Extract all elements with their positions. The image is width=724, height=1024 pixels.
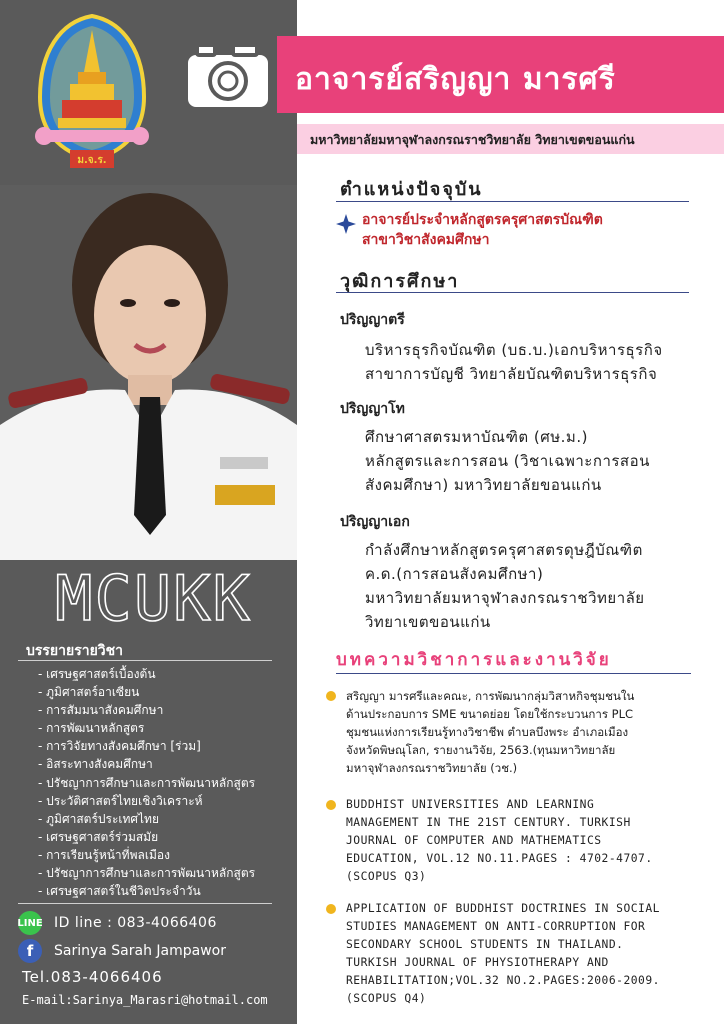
bullet-icon [326, 800, 336, 810]
publication-item [326, 687, 711, 777]
facebook-contact [18, 939, 226, 963]
divider [336, 292, 689, 293]
position-line: อาจารย์ประจำหลักสูตรครุศาสตรบัณฑิต [362, 212, 603, 228]
telephone: Tel.083-4066406 [22, 968, 163, 986]
list-item: - เศรษฐศาสตร์เบื้องต้น [38, 667, 156, 681]
list-item: - ปรัชญาการศึกษาและการพัฒนาหลักสูตร [38, 866, 256, 881]
list-item: - การพัฒนาหลักสูตร [38, 721, 145, 736]
position-title: ตำแหน่งปัจจุบัน [340, 179, 483, 200]
publication-line: APPLICATION OF BUDDHIST DOCTRINES IN SOCIAL [346, 902, 660, 915]
detail-line: สังคมศึกษา) มหาวิทยาลัยขอนแก่น [365, 476, 602, 494]
detail-line: กำลังศึกษาหลักสูตรครุศาสตรดุษฎีบัณฑิต [365, 541, 643, 559]
detail-line: หลักสูตรและการสอน (วิชาเฉพาะการสอน [365, 452, 650, 470]
list-item: - ภูมิศาสตร์อาเซียน [38, 685, 140, 700]
publication-item [326, 796, 711, 886]
emblem-caption: ม.จ.ร. [77, 155, 107, 166]
list-item: - ประวัติศาสตร์ไทยเชิงวิเคราะห์ [38, 793, 203, 808]
publication-line: EDUCATION, VOL.12 NO.11.PAGES : 4702-4707. [346, 852, 653, 865]
detail-line: ค.ด.(การสอนสังคมศึกษา) [365, 565, 544, 583]
bachelor-label: ปริญญาตรี [340, 312, 405, 328]
doctor-detail [365, 538, 645, 634]
detail-line: บริหารธุรกิจบัณฑิต (บธ.บ.)เอกบริหารธุรกิจ [365, 341, 663, 359]
list-item: - เศรษฐศาสตร์ร่วมสมัย [38, 829, 159, 844]
publication-line: SECONDARY SCHOOL STUDENTS IN THAILAND. [346, 938, 624, 951]
detail-line: สาขาการบัญชี วิทยาลัยบัณฑิตบริหารธุรกิจ [365, 365, 658, 383]
brand-mcukk: MCUKK [55, 562, 252, 635]
line-icon: LINE [18, 911, 42, 935]
publication-line: มหาจุฬาลงกรณราชวิทยาลัย (วช.) [346, 761, 518, 775]
facebook-name: Sarinya Sarah Jampawor [54, 943, 227, 959]
line-contact [18, 911, 217, 935]
divider [336, 673, 691, 674]
doctor-label: ปริญญาเอก [340, 514, 410, 530]
publication-line: TURKISH JOURNAL OF PHYSIOTHERAPY AND [346, 956, 609, 969]
publication-line: BUDDHIST UNIVERSITIES AND LEARNING [346, 798, 595, 811]
bachelor-detail [365, 338, 663, 386]
list-item: - เศรษฐศาสตร์ในชีวิตประจำวัน [38, 884, 201, 899]
page-title: อาจารย์สริญญา มารศรี [295, 62, 616, 97]
list-item: - การสัมมนาสังคมศึกษา [38, 703, 164, 718]
education-title: วุฒิการศึกษา [340, 271, 460, 292]
camera-icon [183, 41, 273, 113]
publication-item [326, 900, 711, 1008]
divider [18, 660, 272, 661]
publication-line: สริญญา มารศรีและคณะ, การพัฒนากลุ่มวิสาหกิจชุมชนใน [346, 689, 635, 703]
detail-line: ศึกษาศาสตรมหาบัณฑิต (ศษ.ม.) [365, 428, 588, 446]
divider [18, 903, 272, 904]
detail-line: มหาวิทยาลัยมหาจุฬาลงกรณราชวิทยาลัย [365, 589, 645, 607]
list-item: - อิสระทางสังคมศึกษา [38, 757, 153, 772]
divider [336, 201, 689, 202]
current-position [362, 210, 603, 250]
publications-title: บทความวิชาการและงานวิจัย [336, 650, 612, 670]
star-icon [336, 214, 356, 234]
publication-line: ชุมชนแห่งการเรียนรู้ทางวิชาชีพ ตำบลบึงพระ อำเภอเมือง [346, 725, 629, 739]
list-item: - การเรียนรู้หน้าที่พลเมือง [38, 847, 170, 862]
bullet-icon [326, 904, 336, 914]
university-name: มหาวิทยาลัยมหาจุฬาลงกรณราชวิทยาลัย วิทยาเขตขอนแก่น [310, 132, 635, 147]
profile-photo [0, 185, 297, 560]
left-panel [0, 0, 297, 1024]
publication-line: REHABILITATION;VOL.32 NO.2.PAGES:2006-2009. [346, 974, 660, 987]
line-id: ID line : 083-4066406 [54, 915, 217, 931]
publication-line: (SCOPUS Q4) [346, 992, 427, 1005]
email: E-mail:Sarinya_Marasri@hotmail.com [22, 993, 268, 1007]
university-emblem [30, 12, 155, 182]
publication-line: (SCOPUS Q3) [346, 870, 427, 883]
publication-line: STUDIES MANAGEMENT ON ANTI-CORRUPTION FOR [346, 920, 646, 933]
facebook-icon: f [18, 939, 42, 963]
courses-list [38, 665, 255, 900]
list-item: - ปรัชญาการศึกษาและการพัฒนาหลักสูตร [38, 775, 256, 790]
detail-line: วิทยาเขตขอนแก่น [365, 613, 491, 631]
courses-title: บรรยายรายวิชา [26, 643, 124, 659]
list-item: - การวิจัยทางสังคมศึกษา [ร่วม] [38, 739, 201, 754]
position-line: สาขาวิชาสังคมศึกษา [362, 232, 490, 248]
publication-line: JOURNAL OF COMPUTER AND MATHEMATICS [346, 834, 602, 847]
bullet-icon [326, 691, 336, 701]
master-detail [365, 425, 650, 497]
list-item: - ภูมิศาสตร์ประเทศไทย [38, 811, 159, 826]
master-label: ปริญญาโท [340, 401, 405, 417]
publication-line: ด้านประกอบการ SME ขนาดย่อย โดยใช้กระบวนการ PLC [346, 707, 634, 721]
publication-line: จังหวัดพิษณุโลก, รายงานวิจัย, 2563.(ทุนมหาวิทยาลัย [346, 743, 616, 757]
publication-line: MANAGEMENT IN THE 21ST CENTURY. TURKISH [346, 816, 631, 829]
